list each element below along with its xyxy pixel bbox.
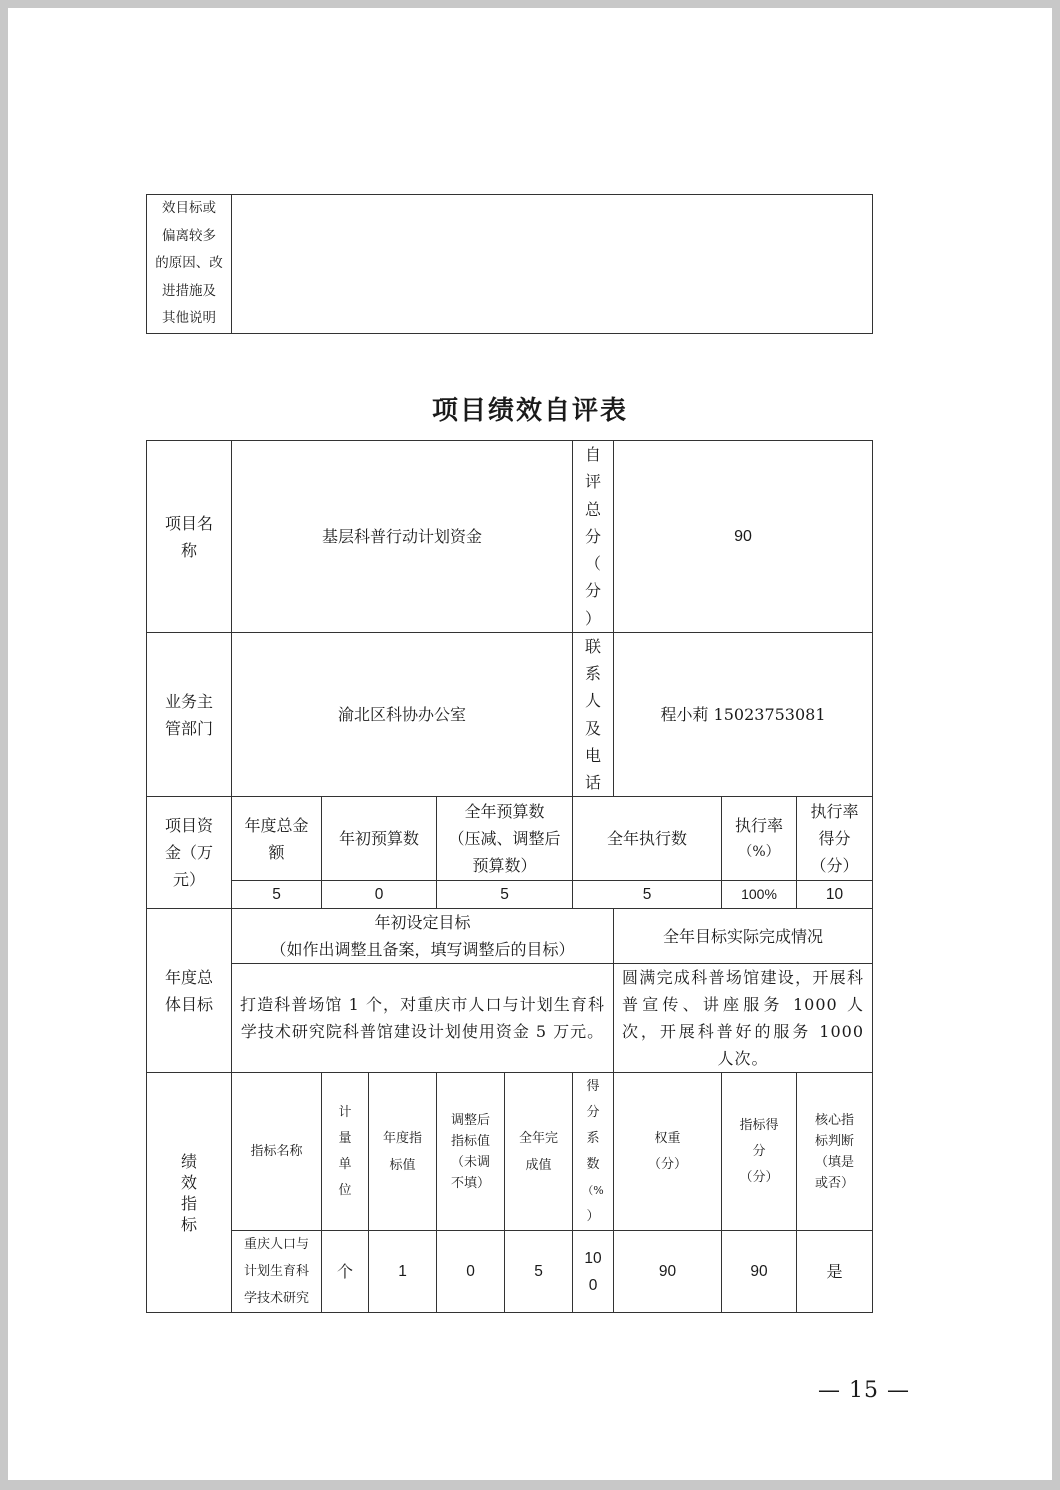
header-char: （% bbox=[582, 1183, 604, 1197]
label-char: 分 bbox=[584, 526, 601, 546]
header-line: （分） bbox=[810, 856, 859, 876]
header-line: （填是 bbox=[814, 1154, 854, 1170]
table-row bbox=[147, 1231, 873, 1313]
header-line: （如作出调整且备案，填写调整后的目标） bbox=[270, 940, 575, 960]
header-line: 分 bbox=[752, 1143, 766, 1159]
header-char: 单 bbox=[338, 1156, 352, 1172]
header-line: 不填） bbox=[450, 1175, 490, 1191]
label-line: 其他说明 bbox=[162, 310, 216, 326]
goal-actual-text: 圆满完成科普场馆建设，开展科普宣传、讲座服务 1000 人次，开展科普好的服务 1000 人次。 bbox=[614, 964, 873, 1073]
header-line: 调整后 bbox=[450, 1112, 490, 1128]
header-line: 全年完 bbox=[518, 1130, 558, 1146]
funds-rate-value: 100% bbox=[722, 881, 797, 909]
funds-annual-header bbox=[437, 797, 573, 881]
label-char: （ bbox=[584, 554, 601, 574]
indicator-completed-header bbox=[505, 1073, 573, 1231]
label-line: 称 bbox=[180, 540, 197, 560]
header-line: 执行率 bbox=[734, 815, 783, 835]
evaluation-table bbox=[146, 440, 873, 1313]
contact-value: 程小莉 15023753081 bbox=[614, 633, 873, 797]
funds-rate-score-value: 10 bbox=[797, 881, 873, 909]
indicator-unit-value: 个 bbox=[322, 1231, 369, 1313]
header-char: 得 bbox=[586, 1078, 600, 1094]
indicator-name-header: 指标名称 bbox=[232, 1073, 322, 1231]
cell-line: 10 bbox=[584, 1249, 602, 1267]
header-char: 数 bbox=[586, 1156, 600, 1172]
funds-rate-header bbox=[722, 797, 797, 881]
header-line: 额 bbox=[268, 842, 285, 862]
label-line: 管部门 bbox=[164, 718, 213, 738]
header-line: （分） bbox=[739, 1169, 779, 1185]
goal-header-actual: 全年目标实际完成情况 bbox=[614, 909, 873, 964]
department-value: 渝北区科协办公室 bbox=[232, 633, 573, 797]
funds-rate-score-header bbox=[797, 797, 873, 881]
header-line: 指标值 bbox=[450, 1133, 490, 1149]
cell-line: 0 bbox=[588, 1276, 598, 1294]
indicator-score-coef-value bbox=[573, 1231, 614, 1313]
header-line: 预算数） bbox=[472, 856, 537, 876]
project-name-value: 基层科普行动计划资金 bbox=[232, 441, 573, 633]
header-line: 标判断 bbox=[814, 1133, 854, 1149]
header-char: ） bbox=[586, 1208, 600, 1224]
goal-initial-text: 打造科普场馆 1 个，对重庆市人口与计划生育科学技术研究院科普馆建设计划使用资金 5 万元。 bbox=[232, 964, 614, 1073]
label-line: 年度总 bbox=[164, 967, 213, 987]
header-line: 权重 bbox=[654, 1130, 681, 1146]
funds-initial-header: 年初预算数 bbox=[322, 797, 437, 881]
indicator-core-value: 是 bbox=[797, 1231, 873, 1313]
indicator-score-header bbox=[722, 1073, 797, 1231]
header-line: 指标得 bbox=[739, 1117, 779, 1133]
header-char: 系 bbox=[586, 1130, 600, 1146]
label-line: 元） bbox=[172, 870, 205, 890]
funds-total-value: 5 bbox=[232, 881, 322, 909]
funds-label bbox=[147, 797, 232, 909]
label-char: 分 bbox=[584, 581, 601, 601]
label-char: 电 bbox=[584, 745, 601, 765]
label-line: 项目名 bbox=[164, 513, 213, 533]
cell-line: 学技术研究 bbox=[243, 1291, 309, 1307]
header-line: （分） bbox=[647, 1156, 687, 1172]
indicator-completed-value: 5 bbox=[505, 1231, 573, 1313]
header-line: 年初设定目标 bbox=[374, 913, 471, 933]
label-line: 业务主 bbox=[164, 691, 213, 711]
contact-label bbox=[573, 633, 614, 797]
label-char: 自 bbox=[584, 445, 601, 465]
label-char: 指 bbox=[180, 1193, 197, 1213]
indicator-weight-value: 90 bbox=[614, 1231, 722, 1313]
indicator-score-coef-header bbox=[573, 1073, 614, 1231]
label-line: 效目标或 bbox=[162, 200, 216, 216]
indicator-annual-target-header bbox=[369, 1073, 437, 1231]
header-char: 计 bbox=[338, 1104, 352, 1120]
label-char: 效 bbox=[180, 1172, 197, 1192]
label-char: 话 bbox=[584, 773, 601, 793]
goal-header-initial bbox=[232, 909, 614, 964]
cell-line: 重庆人口与 bbox=[243, 1237, 309, 1253]
label-line: 进措施及 bbox=[162, 282, 216, 299]
explanation-label bbox=[147, 195, 232, 334]
department-label bbox=[147, 633, 232, 797]
header-line: （压减、调整后 bbox=[448, 829, 561, 849]
page-title: 项目绩效自评表 bbox=[431, 396, 628, 426]
indicator-annual-target-value: 1 bbox=[369, 1231, 437, 1313]
label-char: ） bbox=[584, 608, 601, 628]
annual-goal-label bbox=[147, 909, 232, 1073]
header-line: 核心指 bbox=[814, 1112, 854, 1128]
header-line: 执行率 bbox=[810, 802, 859, 822]
header-line: （%） bbox=[738, 843, 780, 860]
header-char: 位 bbox=[338, 1182, 352, 1198]
label-char: 及 bbox=[584, 718, 601, 738]
document-page bbox=[8, 8, 1052, 1480]
header-line: 标值 bbox=[389, 1157, 416, 1173]
indicator-score-value: 90 bbox=[722, 1231, 797, 1313]
label-line: 偏离较多 bbox=[162, 227, 216, 244]
header-line: （未调 bbox=[450, 1154, 490, 1170]
project-name-label bbox=[147, 441, 232, 633]
self-score-label bbox=[573, 441, 614, 633]
label-line: 的原因、改 bbox=[155, 255, 223, 271]
label-line: 体目标 bbox=[164, 994, 213, 1014]
header-line: 得分 bbox=[818, 829, 851, 849]
header-line: 年度总金 bbox=[244, 815, 309, 835]
label-line: 金（万 bbox=[164, 843, 213, 863]
funds-annual-value: 5 bbox=[437, 881, 573, 909]
page-number: — 15 — bbox=[818, 1378, 910, 1403]
indicator-core-header bbox=[797, 1073, 873, 1231]
label-char: 标 bbox=[180, 1214, 197, 1234]
indicator-adjusted-target-header bbox=[437, 1073, 505, 1231]
indicator-adjusted-target-value: 0 bbox=[437, 1231, 505, 1313]
label-char: 评 bbox=[584, 472, 601, 492]
funds-total-header bbox=[232, 797, 322, 881]
header-line: 全年预算数 bbox=[464, 802, 545, 822]
label-char: 联 bbox=[584, 637, 601, 656]
indicator-name-value bbox=[232, 1231, 322, 1313]
header-char: 量 bbox=[338, 1130, 352, 1146]
self-score-value: 90 bbox=[614, 441, 873, 633]
indicator-label bbox=[147, 1073, 232, 1313]
label-char: 总 bbox=[584, 499, 601, 519]
label-char: 绩 bbox=[180, 1151, 197, 1171]
funds-executed-header: 全年执行数 bbox=[573, 797, 722, 881]
label-line: 项目资 bbox=[164, 816, 213, 836]
indicator-unit-header bbox=[322, 1073, 369, 1231]
header-line: 或否） bbox=[814, 1175, 854, 1191]
explanation-content bbox=[232, 195, 873, 334]
funds-executed-value: 5 bbox=[573, 881, 722, 909]
header-line: 成值 bbox=[525, 1157, 552, 1173]
label-char: 人 bbox=[584, 691, 601, 711]
header-line: 年度指 bbox=[382, 1130, 422, 1146]
label-char: 系 bbox=[584, 664, 601, 684]
header-char: 分 bbox=[586, 1104, 600, 1120]
funds-initial-value: 0 bbox=[322, 881, 437, 909]
explanation-table bbox=[146, 194, 873, 334]
cell-line: 计划生育科 bbox=[243, 1264, 309, 1280]
indicator-weight-header bbox=[614, 1073, 722, 1231]
